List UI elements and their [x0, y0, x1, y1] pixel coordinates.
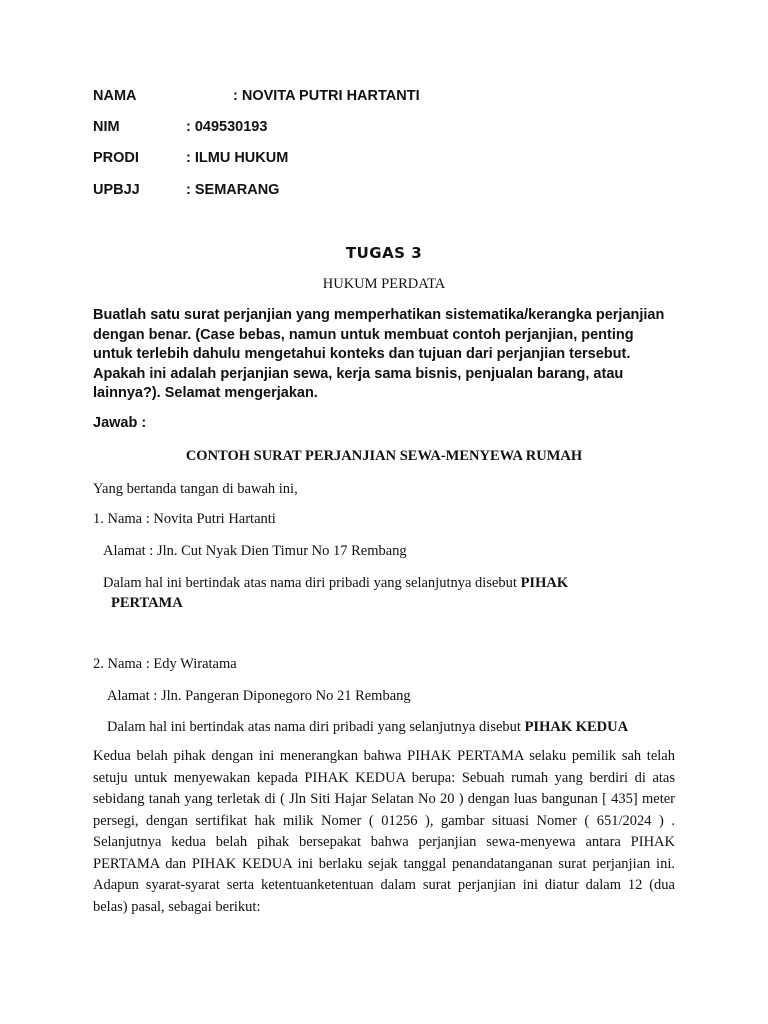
answer-label: Jawab :	[93, 415, 147, 431]
party2-address: Alamat : Jln. Pangeran Diponegoro No 21 Rembang	[107, 688, 411, 704]
prodi-label: PRODI	[93, 150, 139, 166]
page-subtitle: HUKUM PERDATA	[322, 276, 446, 292]
nama-label: NAMA	[93, 88, 137, 104]
party1-role-text: Dalam hal ini bertindak atas nama diri pribadi yang selanjutnya disebut	[103, 575, 517, 591]
party1-name: 1. Nama : Novita Putri Hartanti	[93, 511, 276, 527]
party1-role-bold-a: PIHAK	[520, 575, 569, 591]
page-title: TUGAS 3	[345, 244, 423, 262]
nim-value: : 049530193	[186, 119, 268, 135]
upbjj-label: UPBJJ	[93, 182, 140, 198]
party1-role	[103, 575, 568, 592]
nama-value: : NOVITA PUTRI HARTANTI	[233, 88, 420, 104]
nim-label: NIM	[93, 119, 120, 135]
assignment-prompt: Buatlah satu surat perjanjian yang memperhatikan sistematika/kerangka perjanjian dengan benar. (Case bebas, namun untuk membuat contoh perjanjian, penting untuk terlebih dahulu mengetahui konteks dan tujuan dari perjanjian tersebut. Apakah ini adalah perjanjian sewa, kerja sama bisnis, penjualan barang, atau lainnya?). Selamat mengerjakan.	[93, 307, 665, 402]
party2-role-bold: PIHAK KEDUA	[524, 719, 629, 735]
party1-address: Alamat : Jln. Cut Nyak Dien Timur No 17 Rembang	[103, 543, 407, 559]
letter-heading: CONTOH SURAT PERJANJIAN SEWA-MENYEWA RUMAH	[185, 448, 583, 464]
party2-role	[107, 719, 628, 736]
party2-name: 2. Nama : Edy Wiratama	[93, 656, 237, 672]
letter-body-paragraph: Kedua belah pihak dengan ini menerangkan bahwa PIHAK PERTAMA selaku pemilik sah telah setuju untuk menyewakan kepada PIHAK KEDUA berupa: Sebuah rumah yang berdiri di atas sebidang tanah yang terletak di ( Jln Siti Hajar Selatan No 20 ) dengan luas bangunan [ 435] meter persegi, dengan sertifikat hak milik Nomer ( 01256 ), gambar situasi Nomer ( 651/2024 ) . Selanjutnya kedua belah pihak bersepakat bahwa perjanjian sewa-menyewa antara PIHAK PERTAMA dan PIHAK KEDUA ini berlaku sejak tanggal penandatanganan surat perjanjian ini. Adapun syarat-syarat serta ketentuanketentuan dalam surat perjanjian ini diatur dalam 12 (dua belas) pasal, sebagai berikut:	[93, 748, 675, 915]
letter-intro: Yang bertanda tangan di bawah ini,	[93, 481, 298, 497]
upbjj-value: : SEMARANG	[186, 182, 280, 198]
party2-role-text: Dalam hal ini bertindak atas nama diri pribadi yang selanjutnya disebut	[107, 719, 521, 735]
prodi-value: : ILMU HUKUM	[186, 150, 289, 166]
party1-role-bold-b: PERTAMA	[111, 595, 183, 611]
